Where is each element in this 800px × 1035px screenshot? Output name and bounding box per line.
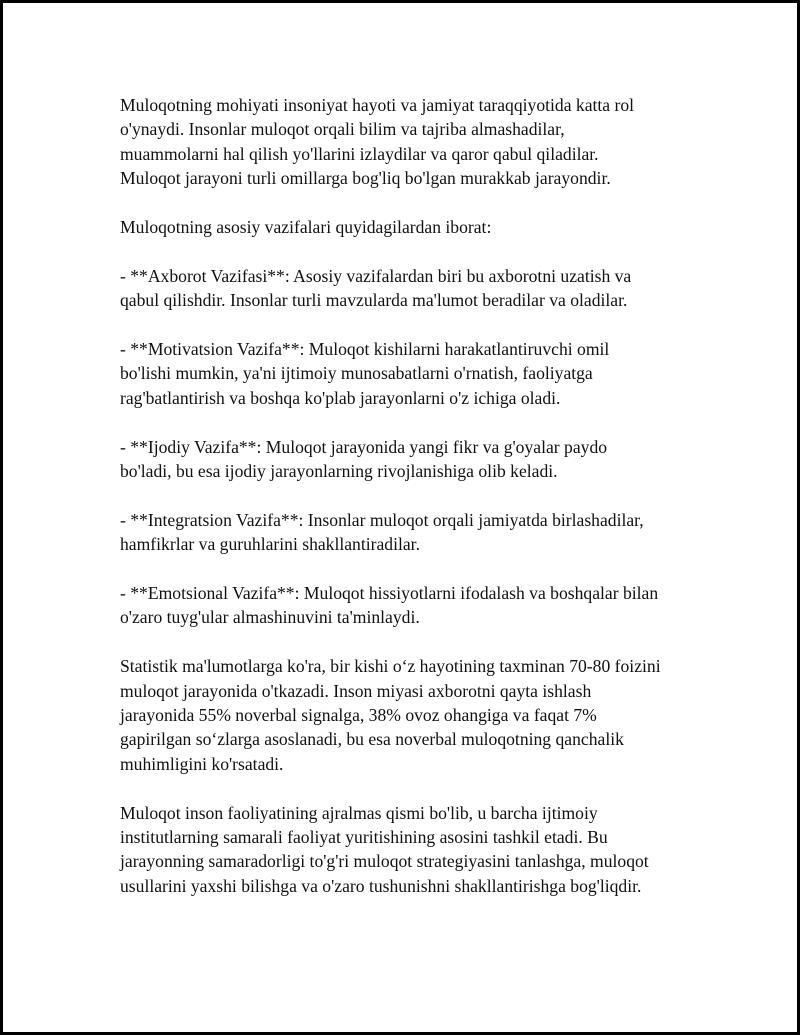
list-item-axborot: - **Axborot Vazifasi**: Asosiy vazifalardan biri bu axborotni uzatish va qabul qilishdir. Insonlar turli mavzularda ma'lumot beradilar va oladilar. [120,265,632,311]
list-item-emotsional: - **Emotsional Vazifa**: Muloqot hissiyotlarni ifodalash va boshqalar bilan o'zaro tuyg'ular almashinuvini ta'minlaydi. [120,583,659,628]
paragraph-conclusion: Muloqot inson faoliyatining ajralmas qismi bo'lib, u barcha ijtimoiy institutlarning samarali faoliyat yuritishining asosini tashkil etadi. Bu jarayonning samaradorligi to'g'ri muloqot strategiyasini tanlashga, muloqot usullarini yaxshi bilishga va o'zaro tushunishni shakllantirishga bog'liqdir. [120,802,649,896]
paragraph-statistics: Statistik ma'lumotlarga ko'ra, bir kishi o‘z hayotining taxminan 70-80 foizini muloqot jarayonida o'tkazadi. Inson miyasi axborotni qayta ishlash jarayonida 55% noverbal signalga, 38% ovoz ohangiga va faqat 7% gapirilgan so‘zlarga asoslanadi, bu esa noverbal muloqotning qanchalik muhimligini ko'rsatadi. [120,656,661,774]
list-item-ijodiy: - **Ijodiy Vazifa**: Muloqot jarayonida yangi fikr va g'oyalar paydo bo'ladi, bu esa ijodiy jarayonlarning rivojlanishiga olib keladi. [120,436,608,482]
paragraph-functions-heading: Muloqotning asosiy vazifalari quyidagilardan iborat: [120,217,492,238]
list-item-motivatsion: - **Motivatsion Vazifa**: Muloqot kishilarni harakatlantiruvchi omil bo'lishi mumkin, ya'ni ijtimoiy munosabatlarni o'rnatish, faoliyatga rag'batlantirish va boshqa ko'plab jarayonlarni o'z ichiga oladi. [120,339,610,408]
list-item-integratsion: - **Integratsion Vazifa**: Insonlar muloqot orqali jamiyatda birlashadilar, hamfikrlar va guruhlarini shakllantiradilar. [120,509,644,555]
paragraph-intro: Muloqotning mohiyati insoniyat hayoti va jamiyat taraqqiyotida katta rol o'ynaydi. Insonlar muloqot orqali bilim va tajriba almashadilar, muammolarni hal qilish yo'llarini izlaydilar va qaror qabul qiladilar. Muloqot jarayoni turli omillarga bog'liq bo'lgan murakkab jarayondir. [120,95,635,189]
document-body [120,93,700,923]
